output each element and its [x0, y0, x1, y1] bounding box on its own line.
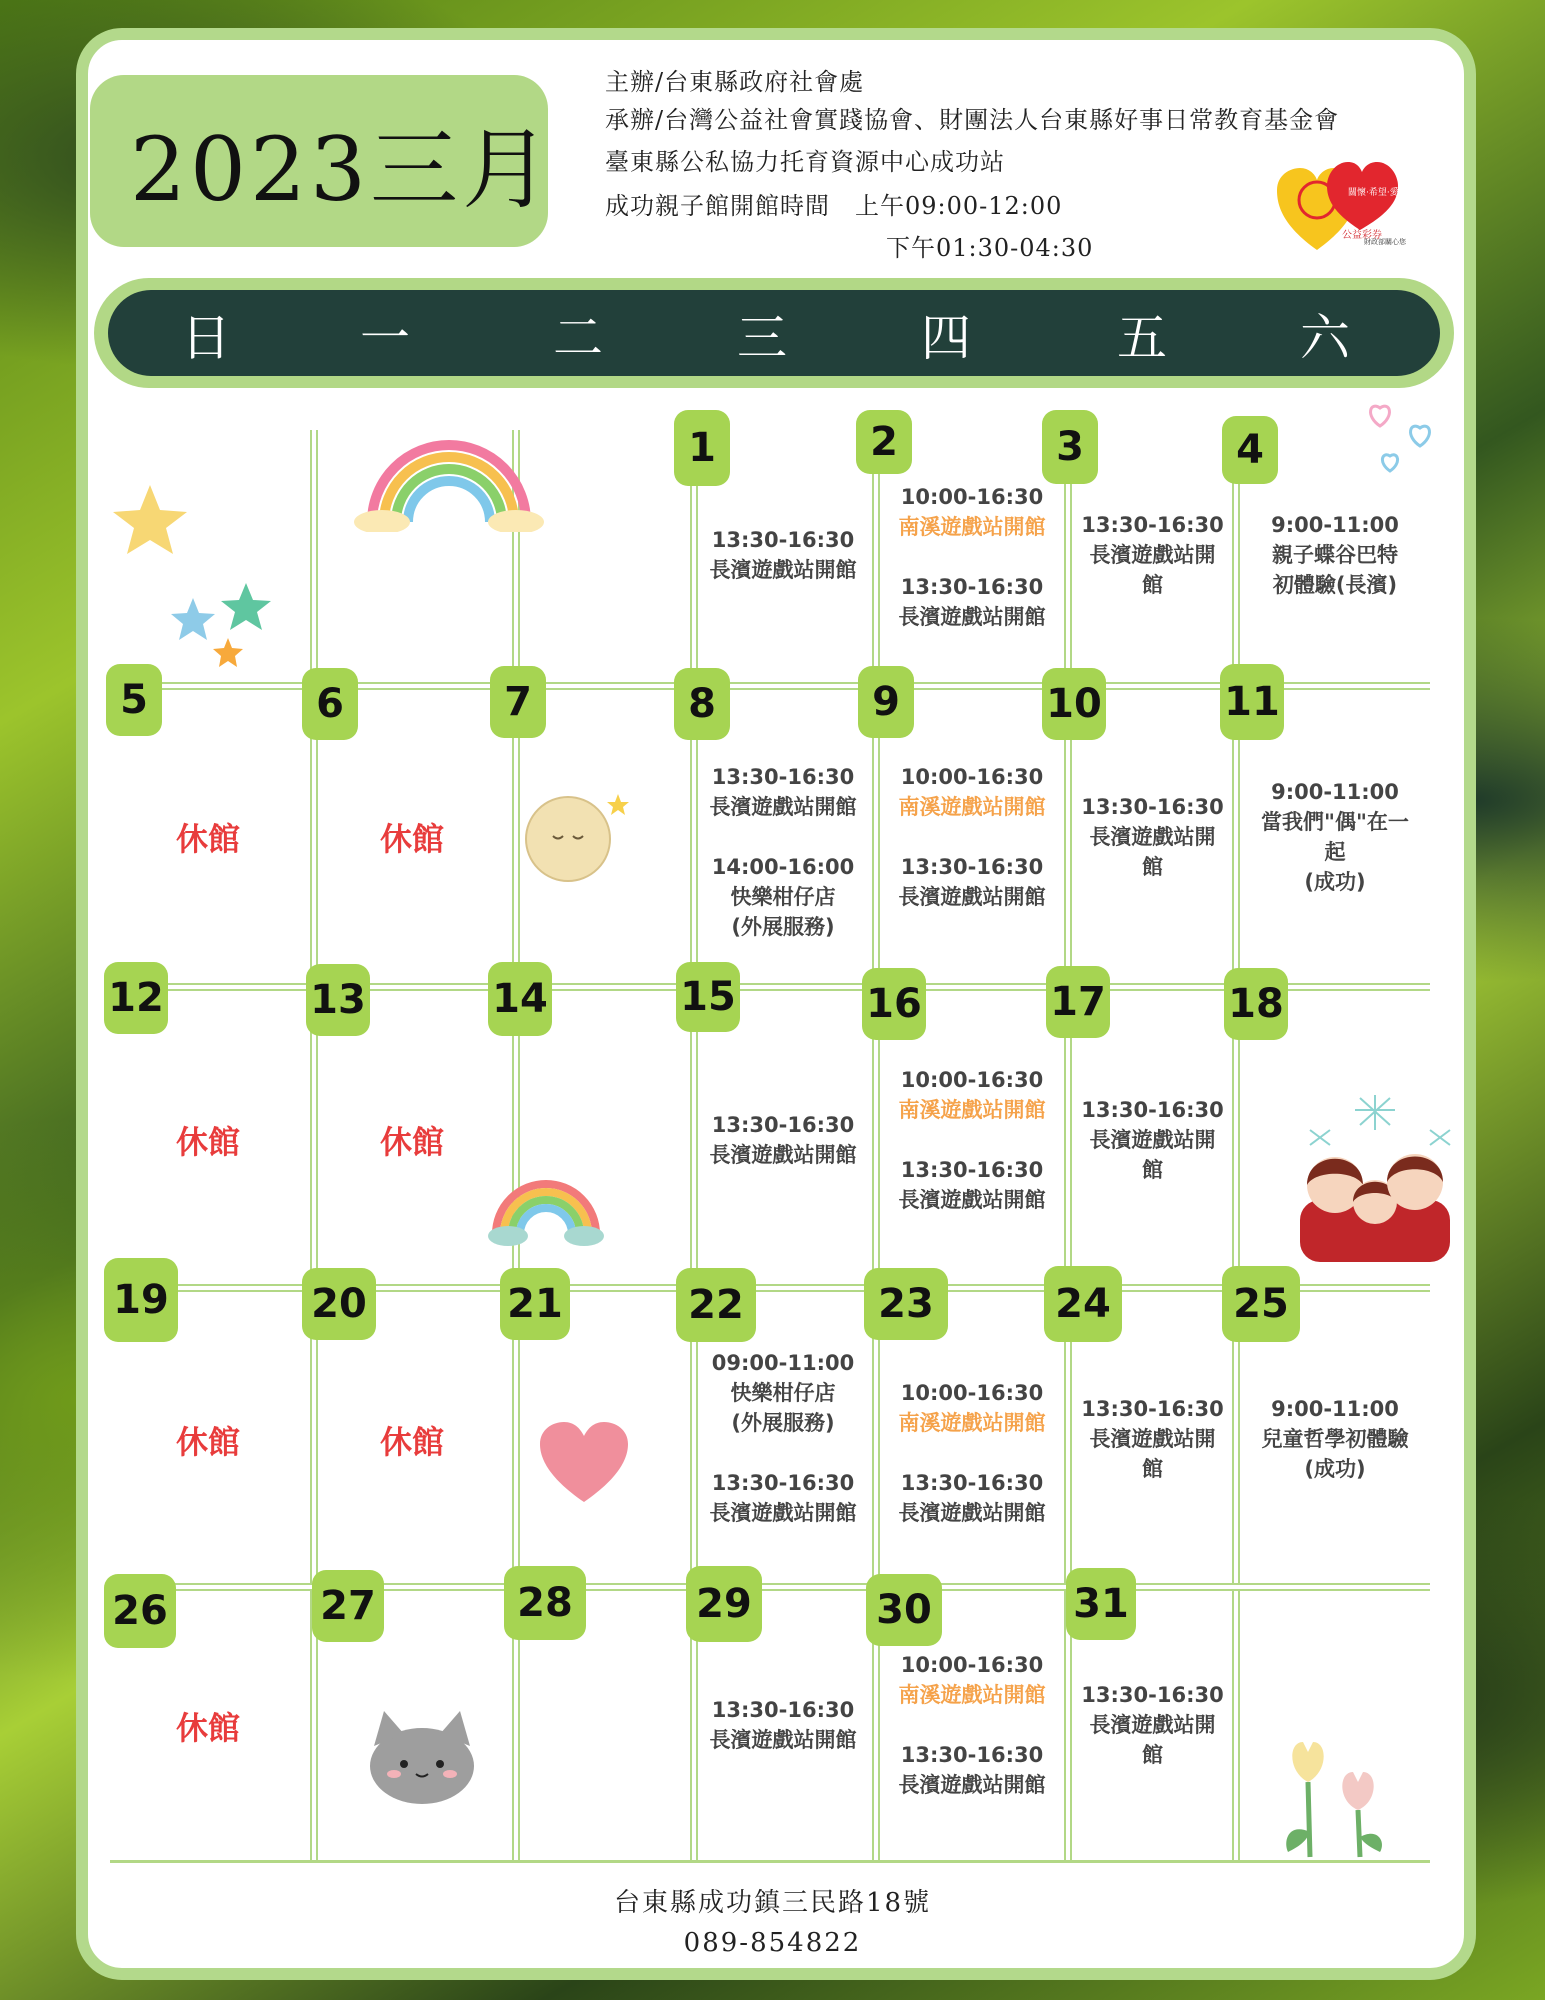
organizer-text: 主辦/台東縣政府社會處 [605, 68, 865, 96]
day-number: 4 [1222, 416, 1278, 484]
grid-line [310, 430, 318, 1860]
rainbow-icon [352, 432, 546, 532]
event-d2: 10:00-16:30 南溪遊戲站開館 13:30-16:30 長濱遊戲站開館 [898, 485, 1046, 629]
stars-icon [168, 578, 278, 673]
weekday-tue: 二 [553, 309, 603, 367]
event-d8: 13:30-16:30 長濱遊戲站開館 14:00-16:00 快樂柑仔店 (外展服務) [709, 765, 857, 939]
day-number: 27 [312, 1570, 384, 1642]
day-number: 7 [490, 666, 546, 738]
star-icon [110, 480, 200, 560]
hours-am: 成功親子館開館時間 上午09:00-12:00 [605, 192, 1063, 220]
grid-line [512, 430, 520, 1860]
day-number: 5 [106, 664, 162, 736]
logo-text-3: 財政部關心您 [1364, 238, 1406, 246]
day-number: 9 [858, 666, 914, 738]
day-number: 10 [1042, 668, 1106, 740]
logo-text-1: 公益彩券 [1342, 230, 1382, 241]
day-number: 26 [104, 1574, 176, 1648]
day-number: 6 [302, 668, 358, 740]
event-d22: 09:00-11:00 快樂柑仔店 (外展服務) 13:30-16:30 長濱遊戲站開館 [709, 1351, 857, 1525]
event-d10: 13:30-16:30 長濱遊戲站開 館 [1081, 795, 1224, 879]
event-d3: 13:30-16:30 長濱遊戲站開 館 [1081, 513, 1224, 597]
weekday-sat: 六 [1300, 309, 1350, 367]
day-number: 23 [864, 1268, 948, 1340]
event-d30: 10:00-16:30 南溪遊戲站開館 13:30-16:30 長濱遊戲站開館 [898, 1653, 1046, 1797]
day-number: 29 [686, 1566, 762, 1642]
day-number: 15 [676, 962, 740, 1032]
closed-label: 休館 [176, 1423, 241, 1461]
event-d31: 13:30-16:30 長濱遊戲站開 館 [1081, 1683, 1224, 1767]
closed-label: 休館 [380, 1123, 445, 1161]
event-d11: 9:00-11:00 當我們"偶"在一 起 (成功) [1261, 780, 1409, 894]
event-d15: 13:30-16:30 長濱遊戲站開館 [709, 1113, 857, 1167]
day-number: 18 [1224, 968, 1288, 1040]
day-number: 16 [862, 968, 926, 1040]
co-organizer-text: 承辦/台灣公益社會實踐協會、財團法人台東縣好事日常教育基金會 [605, 106, 1340, 134]
day-number: 17 [1046, 966, 1110, 1038]
hearts-icon [1360, 396, 1450, 486]
weekday-fri: 五 [1117, 309, 1167, 367]
day-number: 2 [856, 410, 912, 474]
event-d16: 10:00-16:30 南溪遊戲站開館 13:30-16:30 長濱遊戲站開館 [898, 1068, 1046, 1212]
footer-address: 台東縣成功鎮三民路18號 [613, 1888, 932, 1918]
event-d4: 9:00-11:00 親子蝶谷巴特 初體驗(長濱) [1271, 513, 1399, 597]
event-d23: 10:00-16:30 南溪遊戲站開館 13:30-16:30 長濱遊戲站開館 [898, 1381, 1046, 1525]
weekday-thu: 四 [921, 309, 971, 367]
day-number: 31 [1066, 1568, 1136, 1640]
weekday-sun: 日 [181, 309, 231, 367]
event-d29: 13:30-16:30 長濱遊戲站開館 [709, 1698, 857, 1752]
hours-pm: 下午01:30-04:30 [886, 234, 1094, 262]
day-number: 12 [104, 962, 168, 1034]
day-number: 3 [1042, 410, 1098, 484]
month-title: 2023三月 [130, 118, 554, 221]
day-number: 11 [1220, 664, 1284, 740]
center-name: 臺東縣公私協力托育資源中心成功站 [605, 148, 1005, 176]
cat-icon [364, 1706, 480, 1806]
day-number: 24 [1044, 1266, 1122, 1342]
family-illustration [1290, 1090, 1460, 1270]
closed-label: 休館 [176, 820, 241, 858]
grid-line [110, 1583, 1430, 1591]
lottery-logo [1272, 150, 1412, 260]
weekday-wed: 三 [737, 309, 787, 367]
event-d1: 13:30-16:30 長濱遊戲站開館 [709, 528, 857, 582]
day-number: 14 [488, 962, 552, 1036]
grid-bottom-line [110, 1860, 1430, 1863]
day-number: 1 [674, 410, 730, 486]
event-d25: 9:00-11:00 兒童哲學初體驗 (成功) [1261, 1397, 1409, 1481]
tulip-icon [1268, 1732, 1398, 1862]
day-number: 19 [104, 1258, 178, 1342]
day-number: 28 [504, 1566, 586, 1640]
day-number: 21 [500, 1268, 570, 1340]
day-number: 25 [1222, 1266, 1300, 1342]
footer-phone: 089-854822 [683, 1928, 862, 1958]
day-number: 22 [676, 1268, 756, 1342]
event-d9: 10:00-16:30 南溪遊戲站開館 13:30-16:30 長濱遊戲站開館 [898, 765, 1046, 909]
closed-label: 休館 [380, 1423, 445, 1461]
moon-icon [518, 784, 638, 894]
event-d17: 13:30-16:30 長濱遊戲站開 館 [1081, 1098, 1224, 1182]
day-number: 8 [674, 668, 730, 740]
closed-label: 休館 [176, 1123, 241, 1161]
heart-icon [536, 1418, 632, 1506]
day-number: 20 [302, 1268, 376, 1340]
closed-label: 休館 [176, 1709, 241, 1747]
day-number: 13 [306, 964, 370, 1036]
rainbow-small-icon [486, 1164, 606, 1248]
weekday-mon: 一 [360, 309, 410, 367]
closed-label: 休館 [380, 820, 445, 858]
event-d24: 13:30-16:30 長濱遊戲站開 館 [1081, 1397, 1224, 1481]
logo-text-2: 關懷·希望·愛 [1348, 188, 1399, 198]
day-number: 30 [866, 1574, 942, 1646]
